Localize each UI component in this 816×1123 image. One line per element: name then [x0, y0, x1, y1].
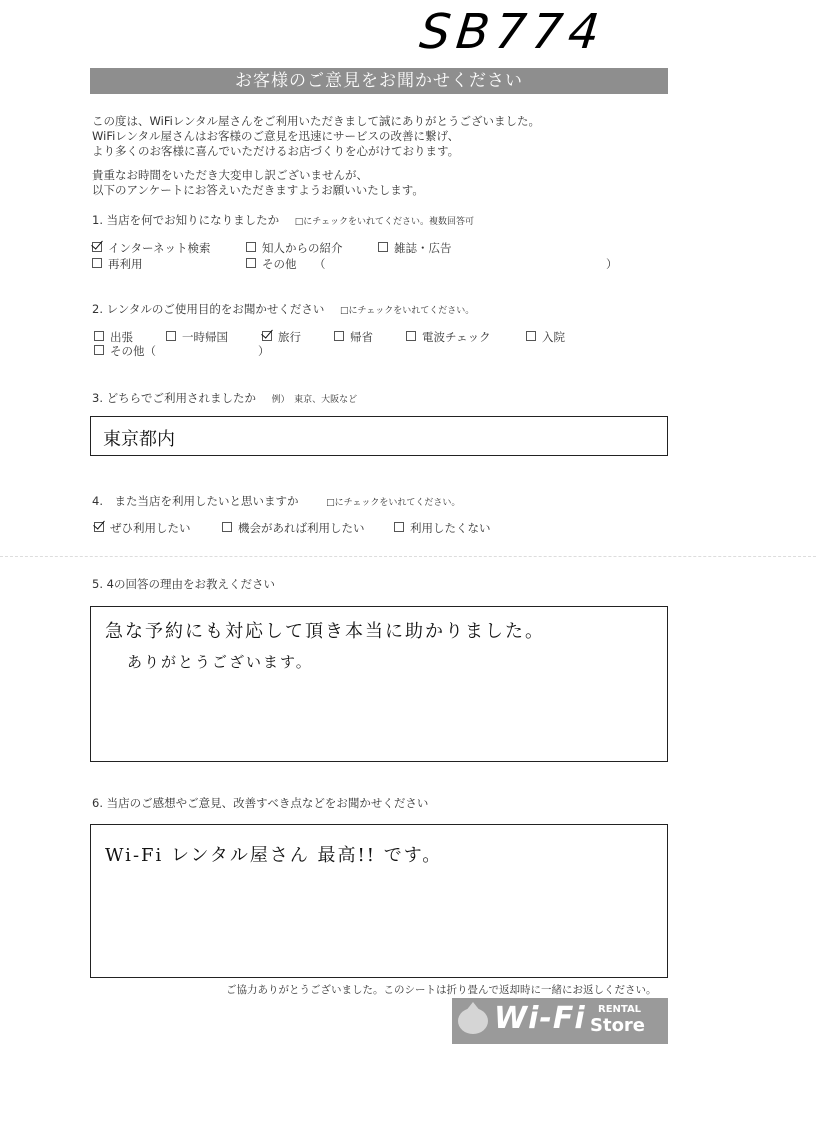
q4-option-no[interactable]: [394, 520, 491, 536]
question-2-note: □にチェックをいれてください。: [340, 306, 475, 316]
option-label: 再利用: [108, 257, 143, 271]
q4-option-definitely[interactable]: [94, 520, 191, 536]
question-3-example: 例） 東京、大阪など: [271, 395, 358, 405]
q1-option-magazine[interactable]: [378, 240, 452, 256]
q5-answer-line-2: ありがとうございます。: [127, 653, 313, 671]
q1-option-internet[interactable]: [92, 240, 210, 256]
question-1: [92, 212, 474, 228]
option-label: 一時帰国: [182, 330, 228, 344]
option-label: 雑誌・広告: [394, 241, 452, 255]
option-label: 帰省: [350, 330, 373, 344]
option-label: インターネット検索: [108, 241, 211, 255]
q1-option-reuse[interactable]: [92, 256, 143, 272]
q3-answer-text: 東京都内: [103, 429, 175, 450]
option-label: 電波チェック: [422, 330, 491, 344]
question-4: [92, 493, 460, 509]
checkbox-icon[interactable]: [166, 331, 176, 341]
q2-other-paren-close: ）: [258, 344, 270, 358]
checkbox-checked-icon[interactable]: [92, 242, 102, 252]
checkbox-icon[interactable]: [394, 522, 404, 532]
logo-store-text: Store: [590, 1015, 646, 1036]
option-label: 入院: [542, 330, 565, 344]
q5-answer-line-1: 急な予約にも対応して頂き本当に助かりました。: [105, 621, 545, 642]
question-5: [92, 576, 275, 592]
question-4-note: □にチェックをいれてください。: [326, 498, 461, 508]
checkbox-icon[interactable]: [406, 331, 416, 341]
checkbox-icon[interactable]: [334, 331, 344, 341]
q2-option-other[interactable]: [94, 343, 156, 359]
footer-thanks-note: ご協力ありがとうございました。このシートは折り畳んで返却時に一緒にお返しください。: [226, 984, 657, 996]
question-4-label: 4. また当店を利用したいと思いますか: [92, 494, 299, 508]
q1-option-other[interactable]: [246, 256, 297, 272]
intro-line-5: 貴重なお時間をいただき大変申し訳ございませんが、: [92, 168, 368, 182]
wifi-rental-store-logo: [452, 998, 668, 1044]
q1-other-paren-open: （: [314, 257, 326, 271]
checkbox-icon[interactable]: [246, 258, 256, 268]
checkbox-icon[interactable]: [526, 331, 536, 341]
question-6-label: 6. 当店のご感想やご意見、改善すべき点などをお聞かせください: [92, 796, 429, 810]
option-label: 知人からの紹介: [262, 241, 343, 255]
q2-option-homecoming[interactable]: [334, 329, 373, 345]
intro-line-6: 以下のアンケートにお答えいただきますようお願いいたします。: [92, 183, 424, 197]
q6-answer-field[interactable]: [90, 824, 668, 978]
q1-other-paren-close: ）: [606, 257, 618, 271]
q2-option-signal-check[interactable]: [406, 329, 491, 345]
checkbox-icon[interactable]: [222, 522, 232, 532]
option-label: 旅行: [278, 330, 301, 344]
q1-option-referral[interactable]: [246, 240, 343, 256]
logo-wifi-text: Wi-Fi: [494, 1001, 586, 1036]
q6-answer-text: Wi-Fi レンタル屋さん 最高!! です。: [105, 845, 443, 866]
reference-number: SB774: [417, 4, 608, 60]
crown-mascot-icon: [458, 1008, 488, 1034]
intro-line-3: より多くのお客様に喜んでいただけるお店づくりを心がけております。: [92, 144, 460, 158]
intro-line-1: この度は、WiFiレンタル屋さんをご利用いただきまして誠にありがとうございました。: [92, 114, 541, 128]
question-1-label: 1. 当店を何でお知りになりましたか: [92, 213, 280, 227]
option-label: 出張: [110, 330, 133, 344]
checkbox-icon[interactable]: [246, 242, 256, 252]
logo-rental-text: RENTAL: [598, 1004, 642, 1015]
question-3: [92, 390, 357, 406]
checkbox-icon[interactable]: [94, 331, 104, 341]
option-label: 利用したくない: [410, 521, 491, 535]
option-label: ぜひ利用したい: [110, 521, 191, 535]
question-6: [92, 795, 428, 811]
checkbox-checked-icon[interactable]: [262, 331, 272, 341]
option-label: その他（: [110, 344, 156, 358]
q5-answer-field[interactable]: [90, 606, 668, 762]
question-5-label: 5. 4の回答の理由をお教えください: [92, 577, 275, 591]
question-3-label: 3. どちらでご利用されましたか: [92, 391, 257, 405]
fold-line: [0, 556, 816, 557]
q2-option-temp-return[interactable]: [166, 329, 228, 345]
intro-line-2: WiFiレンタル屋さんはお客様のご意見を迅速にサービスの改善に繋げ、: [92, 129, 460, 143]
checkbox-icon[interactable]: [92, 258, 102, 268]
question-1-note: □にチェックをいれてください。複数回答可: [294, 217, 475, 227]
checkbox-icon[interactable]: [94, 345, 104, 355]
option-label: 機会があれば利用したい: [238, 521, 365, 535]
form-title: お客様のご意見をお聞かせください: [90, 68, 668, 94]
q2-option-hospital[interactable]: [526, 329, 565, 345]
q3-answer-field[interactable]: [90, 416, 668, 456]
checkbox-checked-icon[interactable]: [94, 522, 104, 532]
q4-option-if-chance[interactable]: [222, 520, 365, 536]
checkbox-icon[interactable]: [378, 242, 388, 252]
question-2-label: 2. レンタルのご使用目的をお聞かせください: [92, 302, 325, 316]
option-label: その他: [262, 257, 297, 271]
question-2: [92, 301, 474, 317]
